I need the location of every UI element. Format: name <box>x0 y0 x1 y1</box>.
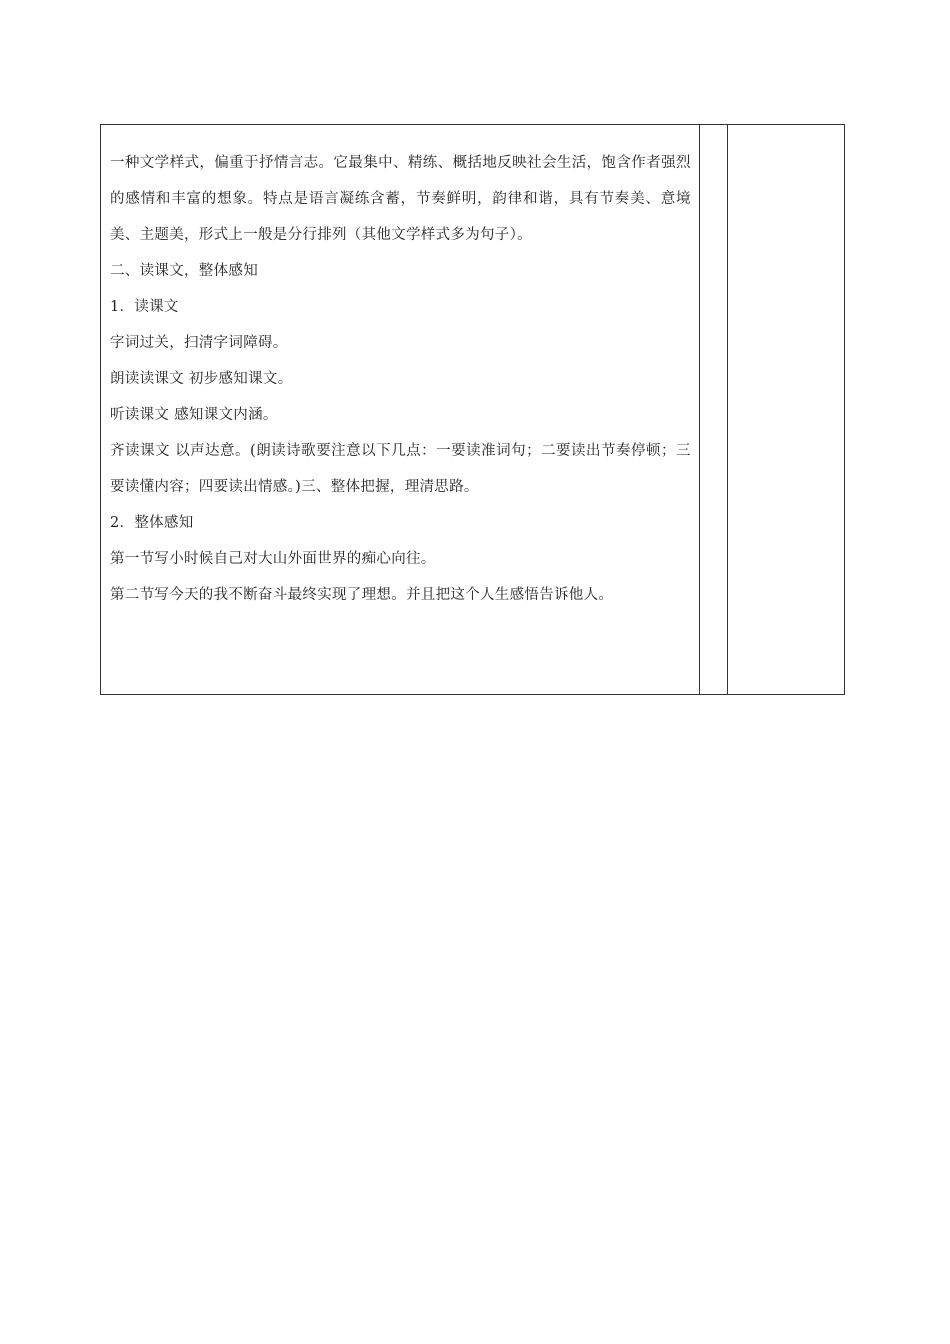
paragraph-group-reading: 齐读课文 以声达意。(朗读诗歌要注意以下几点：一要读准词句；二要读出节奏停顿；三要读懂内容；四要读出情感。)三、整体把握，理清思路。 <box>110 443 691 495</box>
right-empty-cell <box>727 125 844 695</box>
main-content <box>101 125 699 613</box>
section-heading-read-text: 二、读课文，整体感知 <box>110 263 258 279</box>
lesson-table <box>100 124 845 695</box>
paragraph-listen: 听读课文 感知课文内涵。 <box>110 407 278 423</box>
paragraph-vocabulary: 字词过关，扫清字词障碍。 <box>110 335 288 351</box>
subheading-overall-perception: 2．整体感知 <box>110 515 194 531</box>
table-row <box>101 125 845 695</box>
subheading-read-text: 1．读课文 <box>110 299 179 315</box>
paragraph-poetry-definition: 一种文学样式，偏重于抒情言志。它最集中、精练、概括地反映社会生活，饱含作者强烈的感情和丰富的想象。特点是语言凝练含蓄，节奏鲜明，韵律和谐，具有节奏美、意境美、主题美，形式上一般是分行排列（其他文学样式多为句子）。 <box>110 155 691 243</box>
middle-empty-cell <box>699 125 727 695</box>
paragraph-second-section: 第二节写今天的我不断奋斗最终实现了理想。并且把这个人生感悟告诉他人。 <box>110 587 614 603</box>
paragraph-read-aloud: 朗读读课文 初步感知课文。 <box>110 371 293 387</box>
paragraph-first-section: 第一节写小时候自己对大山外面世界的痴心向往。 <box>110 551 436 567</box>
main-content-cell <box>101 125 700 695</box>
